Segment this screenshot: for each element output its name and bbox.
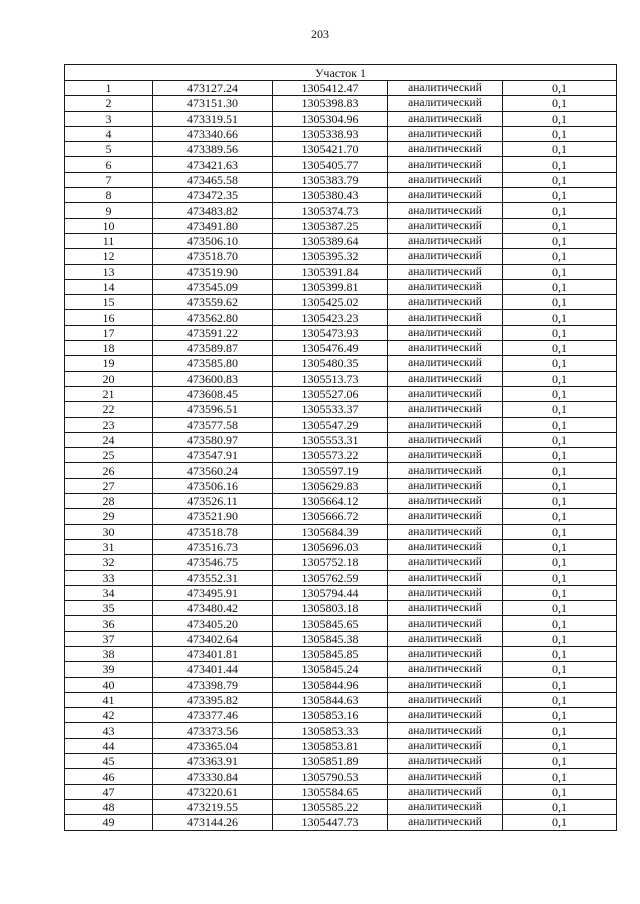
table-row — [65, 738, 617, 753]
accuracy-cell: 0,1 — [503, 723, 617, 738]
table-row — [65, 723, 617, 738]
x-coordinate-cell: 473389.56 — [153, 142, 273, 157]
accuracy-cell: 0,1 — [503, 142, 617, 157]
y-coordinate-cell: 1305573.22 — [273, 448, 388, 463]
x-coordinate-cell: 473596.51 — [153, 402, 273, 417]
x-coordinate-cell: 473560.24 — [153, 463, 273, 478]
method-cell: аналитический — [388, 524, 503, 539]
x-coordinate-cell: 473465.58 — [153, 172, 273, 187]
point-number-cell: 40 — [65, 677, 153, 692]
table-row — [65, 585, 617, 600]
point-number-cell: 11 — [65, 233, 153, 248]
accuracy-cell: 0,1 — [503, 325, 617, 340]
y-coordinate-cell: 1305304.96 — [273, 111, 388, 126]
x-coordinate-cell: 473144.26 — [153, 815, 273, 830]
point-number-cell: 39 — [65, 662, 153, 677]
x-coordinate-cell: 473363.91 — [153, 754, 273, 769]
y-coordinate-cell: 1305473.93 — [273, 325, 388, 340]
method-cell: аналитический — [388, 463, 503, 478]
point-number-cell: 38 — [65, 646, 153, 661]
accuracy-cell: 0,1 — [503, 371, 617, 386]
point-number-cell: 5 — [65, 142, 153, 157]
method-cell: аналитический — [388, 509, 503, 524]
accuracy-cell: 0,1 — [503, 310, 617, 325]
x-coordinate-cell: 473377.46 — [153, 708, 273, 723]
table-row — [65, 448, 617, 463]
x-coordinate-cell: 473516.73 — [153, 539, 273, 554]
accuracy-cell: 0,1 — [503, 524, 617, 539]
table-row — [65, 295, 617, 310]
point-number-cell: 44 — [65, 738, 153, 753]
accuracy-cell: 0,1 — [503, 81, 617, 96]
point-number-cell: 33 — [65, 570, 153, 585]
method-cell: аналитический — [388, 738, 503, 753]
point-number-cell: 9 — [65, 203, 153, 218]
method-cell: аналитический — [388, 96, 503, 111]
y-coordinate-cell: 1305666.72 — [273, 509, 388, 524]
x-coordinate-cell: 473521.90 — [153, 509, 273, 524]
method-cell: аналитический — [388, 356, 503, 371]
point-number-cell: 10 — [65, 218, 153, 233]
point-number-cell: 36 — [65, 616, 153, 631]
x-coordinate-cell: 473402.64 — [153, 631, 273, 646]
accuracy-cell: 0,1 — [503, 188, 617, 203]
table-row — [65, 172, 617, 187]
method-cell: аналитический — [388, 769, 503, 784]
method-cell: аналитический — [388, 325, 503, 340]
point-number-cell: 41 — [65, 692, 153, 707]
y-coordinate-cell: 1305374.73 — [273, 203, 388, 218]
method-cell: аналитический — [388, 662, 503, 677]
table-row — [65, 646, 617, 661]
y-coordinate-cell: 1305684.39 — [273, 524, 388, 539]
accuracy-cell: 0,1 — [503, 126, 617, 141]
method-cell: аналитический — [388, 555, 503, 570]
method-cell: аналитический — [388, 264, 503, 279]
y-coordinate-cell: 1305844.63 — [273, 692, 388, 707]
point-number-cell: 49 — [65, 815, 153, 830]
x-coordinate-cell: 473421.63 — [153, 157, 273, 172]
y-coordinate-cell: 1305533.37 — [273, 402, 388, 417]
y-coordinate-cell: 1305585.22 — [273, 799, 388, 814]
method-cell: аналитический — [388, 142, 503, 157]
method-cell: аналитический — [388, 417, 503, 432]
table-row — [65, 279, 617, 294]
table-row — [65, 509, 617, 524]
x-coordinate-cell: 473373.56 — [153, 723, 273, 738]
method-cell: аналитический — [388, 708, 503, 723]
y-coordinate-cell: 1305447.73 — [273, 815, 388, 830]
point-number-cell: 22 — [65, 402, 153, 417]
accuracy-cell: 0,1 — [503, 570, 617, 585]
accuracy-cell: 0,1 — [503, 769, 617, 784]
table-row — [65, 769, 617, 784]
y-coordinate-cell: 1305853.33 — [273, 723, 388, 738]
point-number-cell: 35 — [65, 601, 153, 616]
table-row — [65, 616, 617, 631]
point-number-cell: 20 — [65, 371, 153, 386]
point-number-cell: 25 — [65, 448, 153, 463]
table-row — [65, 417, 617, 432]
method-cell: аналитический — [388, 723, 503, 738]
method-cell: аналитический — [388, 494, 503, 509]
point-number-cell: 17 — [65, 325, 153, 340]
table-row — [65, 494, 617, 509]
point-number-cell: 14 — [65, 279, 153, 294]
method-cell: аналитический — [388, 295, 503, 310]
accuracy-cell: 0,1 — [503, 692, 617, 707]
method-cell: аналитический — [388, 570, 503, 585]
y-coordinate-cell: 1305423.23 — [273, 310, 388, 325]
y-coordinate-cell: 1305380.43 — [273, 188, 388, 203]
y-coordinate-cell: 1305584.65 — [273, 784, 388, 799]
method-cell: аналитический — [388, 203, 503, 218]
accuracy-cell: 0,1 — [503, 432, 617, 447]
y-coordinate-cell: 1305851.89 — [273, 754, 388, 769]
point-number-cell: 13 — [65, 264, 153, 279]
accuracy-cell: 0,1 — [503, 249, 617, 264]
table-row — [65, 264, 617, 279]
table-row — [65, 341, 617, 356]
accuracy-cell: 0,1 — [503, 754, 617, 769]
point-number-cell: 34 — [65, 585, 153, 600]
table-row — [65, 815, 617, 830]
table-row — [65, 478, 617, 493]
table-row — [65, 142, 617, 157]
point-number-cell: 48 — [65, 799, 153, 814]
x-coordinate-cell: 473506.16 — [153, 478, 273, 493]
x-coordinate-cell: 473395.82 — [153, 692, 273, 707]
point-number-cell: 6 — [65, 157, 153, 172]
point-number-cell: 42 — [65, 708, 153, 723]
accuracy-cell: 0,1 — [503, 111, 617, 126]
point-number-cell: 4 — [65, 126, 153, 141]
table-row — [65, 126, 617, 141]
method-cell: аналитический — [388, 432, 503, 447]
x-coordinate-cell: 473545.09 — [153, 279, 273, 294]
x-coordinate-cell: 473220.61 — [153, 784, 273, 799]
accuracy-cell: 0,1 — [503, 799, 617, 814]
table-row — [65, 754, 617, 769]
y-coordinate-cell: 1305383.79 — [273, 172, 388, 187]
y-coordinate-cell: 1305762.59 — [273, 570, 388, 585]
accuracy-cell: 0,1 — [503, 662, 617, 677]
point-number-cell: 7 — [65, 172, 153, 187]
table-row — [65, 799, 617, 814]
x-coordinate-cell: 473580.97 — [153, 432, 273, 447]
accuracy-cell: 0,1 — [503, 601, 617, 616]
y-coordinate-cell: 1305752.18 — [273, 555, 388, 570]
y-coordinate-cell: 1305527.06 — [273, 386, 388, 401]
x-coordinate-cell: 473526.11 — [153, 494, 273, 509]
accuracy-cell: 0,1 — [503, 631, 617, 646]
y-coordinate-cell: 1305421.70 — [273, 142, 388, 157]
page-number: 203 — [311, 27, 329, 41]
x-coordinate-cell: 473405.20 — [153, 616, 273, 631]
y-coordinate-cell: 1305389.64 — [273, 233, 388, 248]
y-coordinate-cell: 1305853.81 — [273, 738, 388, 753]
y-coordinate-cell: 1305398.83 — [273, 96, 388, 111]
method-cell: аналитический — [388, 310, 503, 325]
method-cell: аналитический — [388, 601, 503, 616]
method-cell: аналитический — [388, 585, 503, 600]
y-coordinate-cell: 1305845.65 — [273, 616, 388, 631]
y-coordinate-cell: 1305553.31 — [273, 432, 388, 447]
accuracy-cell: 0,1 — [503, 386, 617, 401]
point-number-cell: 27 — [65, 478, 153, 493]
table-row — [65, 631, 617, 646]
x-coordinate-cell: 473518.78 — [153, 524, 273, 539]
section-title-row — [65, 65, 617, 81]
x-coordinate-cell: 473547.91 — [153, 448, 273, 463]
table-row — [65, 692, 617, 707]
y-coordinate-cell: 1305629.83 — [273, 478, 388, 493]
x-coordinate-cell: 473365.04 — [153, 738, 273, 753]
table-row — [65, 555, 617, 570]
x-coordinate-cell: 473552.31 — [153, 570, 273, 585]
accuracy-cell: 0,1 — [503, 402, 617, 417]
point-number-cell: 24 — [65, 432, 153, 447]
method-cell: аналитический — [388, 371, 503, 386]
y-coordinate-cell: 1305664.12 — [273, 494, 388, 509]
y-coordinate-cell: 1305513.73 — [273, 371, 388, 386]
accuracy-cell: 0,1 — [503, 509, 617, 524]
table-row — [65, 188, 617, 203]
point-number-cell: 12 — [65, 249, 153, 264]
x-coordinate-cell: 473151.30 — [153, 96, 273, 111]
method-cell: аналитический — [388, 386, 503, 401]
method-cell: аналитический — [388, 111, 503, 126]
point-number-cell: 26 — [65, 463, 153, 478]
accuracy-cell: 0,1 — [503, 172, 617, 187]
point-number-cell: 21 — [65, 386, 153, 401]
accuracy-cell: 0,1 — [503, 264, 617, 279]
accuracy-cell: 0,1 — [503, 494, 617, 509]
x-coordinate-cell: 473589.87 — [153, 341, 273, 356]
accuracy-cell: 0,1 — [503, 295, 617, 310]
accuracy-cell: 0,1 — [503, 463, 617, 478]
point-number-cell: 29 — [65, 509, 153, 524]
accuracy-cell: 0,1 — [503, 539, 617, 554]
method-cell: аналитический — [388, 631, 503, 646]
method-cell: аналитический — [388, 188, 503, 203]
point-number-cell: 32 — [65, 555, 153, 570]
accuracy-cell: 0,1 — [503, 616, 617, 631]
accuracy-cell: 0,1 — [503, 585, 617, 600]
method-cell: аналитический — [388, 784, 503, 799]
point-number-cell: 43 — [65, 723, 153, 738]
accuracy-cell: 0,1 — [503, 218, 617, 233]
table-row — [65, 81, 617, 96]
method-cell: аналитический — [388, 279, 503, 294]
y-coordinate-cell: 1305845.85 — [273, 646, 388, 661]
x-coordinate-cell: 473518.70 — [153, 249, 273, 264]
method-cell: аналитический — [388, 249, 503, 264]
accuracy-cell: 0,1 — [503, 555, 617, 570]
accuracy-cell: 0,1 — [503, 646, 617, 661]
table-row — [65, 524, 617, 539]
point-number-cell: 23 — [65, 417, 153, 432]
accuracy-cell: 0,1 — [503, 478, 617, 493]
table-row — [65, 371, 617, 386]
x-coordinate-cell: 473546.75 — [153, 555, 273, 570]
table-row — [65, 677, 617, 692]
x-coordinate-cell: 473401.81 — [153, 646, 273, 661]
table-row — [65, 570, 617, 585]
table-row — [65, 402, 617, 417]
table-row — [65, 233, 617, 248]
point-number-cell: 8 — [65, 188, 153, 203]
method-cell: аналитический — [388, 754, 503, 769]
method-cell: аналитический — [388, 616, 503, 631]
x-coordinate-cell: 473480.42 — [153, 601, 273, 616]
y-coordinate-cell: 1305480.35 — [273, 356, 388, 371]
y-coordinate-cell: 1305405.77 — [273, 157, 388, 172]
x-coordinate-cell: 473585.80 — [153, 356, 273, 371]
method-cell: аналитический — [388, 218, 503, 233]
accuracy-cell: 0,1 — [503, 738, 617, 753]
method-cell: аналитический — [388, 646, 503, 661]
point-number-cell: 2 — [65, 96, 153, 111]
method-cell: аналитический — [388, 233, 503, 248]
accuracy-cell: 0,1 — [503, 815, 617, 830]
table-row — [65, 708, 617, 723]
table-row — [65, 218, 617, 233]
table-row — [65, 784, 617, 799]
x-coordinate-cell: 473472.35 — [153, 188, 273, 203]
point-number-cell: 31 — [65, 539, 153, 554]
point-number-cell: 1 — [65, 81, 153, 96]
table-row — [65, 310, 617, 325]
x-coordinate-cell: 473319.51 — [153, 111, 273, 126]
y-coordinate-cell: 1305790.53 — [273, 769, 388, 784]
table-row — [65, 203, 617, 218]
y-coordinate-cell: 1305391.84 — [273, 264, 388, 279]
method-cell: аналитический — [388, 402, 503, 417]
x-coordinate-cell: 473401.44 — [153, 662, 273, 677]
method-cell: аналитический — [388, 478, 503, 493]
accuracy-cell: 0,1 — [503, 279, 617, 294]
accuracy-cell: 0,1 — [503, 448, 617, 463]
x-coordinate-cell: 473608.45 — [153, 386, 273, 401]
method-cell: аналитический — [388, 677, 503, 692]
accuracy-cell: 0,1 — [503, 708, 617, 723]
point-number-cell: 30 — [65, 524, 153, 539]
section-title: Участок 1 — [65, 65, 617, 81]
point-number-cell: 45 — [65, 754, 153, 769]
y-coordinate-cell: 1305597.19 — [273, 463, 388, 478]
table-row — [65, 356, 617, 371]
y-coordinate-cell: 1305399.81 — [273, 279, 388, 294]
method-cell: аналитический — [388, 81, 503, 96]
x-coordinate-cell: 473562.80 — [153, 310, 273, 325]
point-number-cell: 19 — [65, 356, 153, 371]
table-row — [65, 601, 617, 616]
table-row — [65, 325, 617, 340]
y-coordinate-cell: 1305845.24 — [273, 662, 388, 677]
accuracy-cell: 0,1 — [503, 203, 617, 218]
accuracy-cell: 0,1 — [503, 677, 617, 692]
x-coordinate-cell: 473591.22 — [153, 325, 273, 340]
method-cell: аналитический — [388, 126, 503, 141]
y-coordinate-cell: 1305547.29 — [273, 417, 388, 432]
accuracy-cell: 0,1 — [503, 96, 617, 111]
point-number-cell: 28 — [65, 494, 153, 509]
y-coordinate-cell: 1305425.02 — [273, 295, 388, 310]
y-coordinate-cell: 1305387.25 — [273, 218, 388, 233]
y-coordinate-cell: 1305696.03 — [273, 539, 388, 554]
table-body — [65, 65, 617, 831]
coordinate-table — [64, 64, 617, 831]
x-coordinate-cell: 473577.58 — [153, 417, 273, 432]
method-cell: аналитический — [388, 341, 503, 356]
x-coordinate-cell: 473519.90 — [153, 264, 273, 279]
y-coordinate-cell: 1305845.38 — [273, 631, 388, 646]
y-coordinate-cell: 1305412.47 — [273, 81, 388, 96]
table-row — [65, 432, 617, 447]
point-number-cell: 18 — [65, 341, 153, 356]
x-coordinate-cell: 473506.10 — [153, 233, 273, 248]
x-coordinate-cell: 473330.84 — [153, 769, 273, 784]
x-coordinate-cell: 473495.91 — [153, 585, 273, 600]
point-number-cell: 16 — [65, 310, 153, 325]
method-cell: аналитический — [388, 172, 503, 187]
accuracy-cell: 0,1 — [503, 341, 617, 356]
y-coordinate-cell: 1305794.44 — [273, 585, 388, 600]
point-number-cell: 3 — [65, 111, 153, 126]
table-row — [65, 463, 617, 478]
point-number-cell: 46 — [65, 769, 153, 784]
table-row — [65, 249, 617, 264]
method-cell: аналитический — [388, 448, 503, 463]
table-row — [65, 96, 617, 111]
x-coordinate-cell: 473340.66 — [153, 126, 273, 141]
y-coordinate-cell: 1305844.96 — [273, 677, 388, 692]
method-cell: аналитический — [388, 799, 503, 814]
y-coordinate-cell: 1305476.49 — [273, 341, 388, 356]
x-coordinate-cell: 473600.83 — [153, 371, 273, 386]
method-cell: аналитический — [388, 692, 503, 707]
table-row — [65, 386, 617, 401]
method-cell: аналитический — [388, 539, 503, 554]
accuracy-cell: 0,1 — [503, 356, 617, 371]
y-coordinate-cell: 1305395.32 — [273, 249, 388, 264]
y-coordinate-cell: 1305803.18 — [273, 601, 388, 616]
point-number-cell: 37 — [65, 631, 153, 646]
accuracy-cell: 0,1 — [503, 157, 617, 172]
y-coordinate-cell: 1305338.93 — [273, 126, 388, 141]
table-row — [65, 111, 617, 126]
accuracy-cell: 0,1 — [503, 784, 617, 799]
x-coordinate-cell: 473127.24 — [153, 81, 273, 96]
table-row — [65, 539, 617, 554]
x-coordinate-cell: 473491.80 — [153, 218, 273, 233]
table-row — [65, 662, 617, 677]
accuracy-cell: 0,1 — [503, 417, 617, 432]
point-number-cell: 15 — [65, 295, 153, 310]
y-coordinate-cell: 1305853.16 — [273, 708, 388, 723]
x-coordinate-cell: 473398.79 — [153, 677, 273, 692]
x-coordinate-cell: 473483.82 — [153, 203, 273, 218]
accuracy-cell: 0,1 — [503, 233, 617, 248]
method-cell: аналитический — [388, 815, 503, 830]
x-coordinate-cell: 473219.55 — [153, 799, 273, 814]
point-number-cell: 47 — [65, 784, 153, 799]
x-coordinate-cell: 473559.62 — [153, 295, 273, 310]
table-row — [65, 157, 617, 172]
method-cell: аналитический — [388, 157, 503, 172]
